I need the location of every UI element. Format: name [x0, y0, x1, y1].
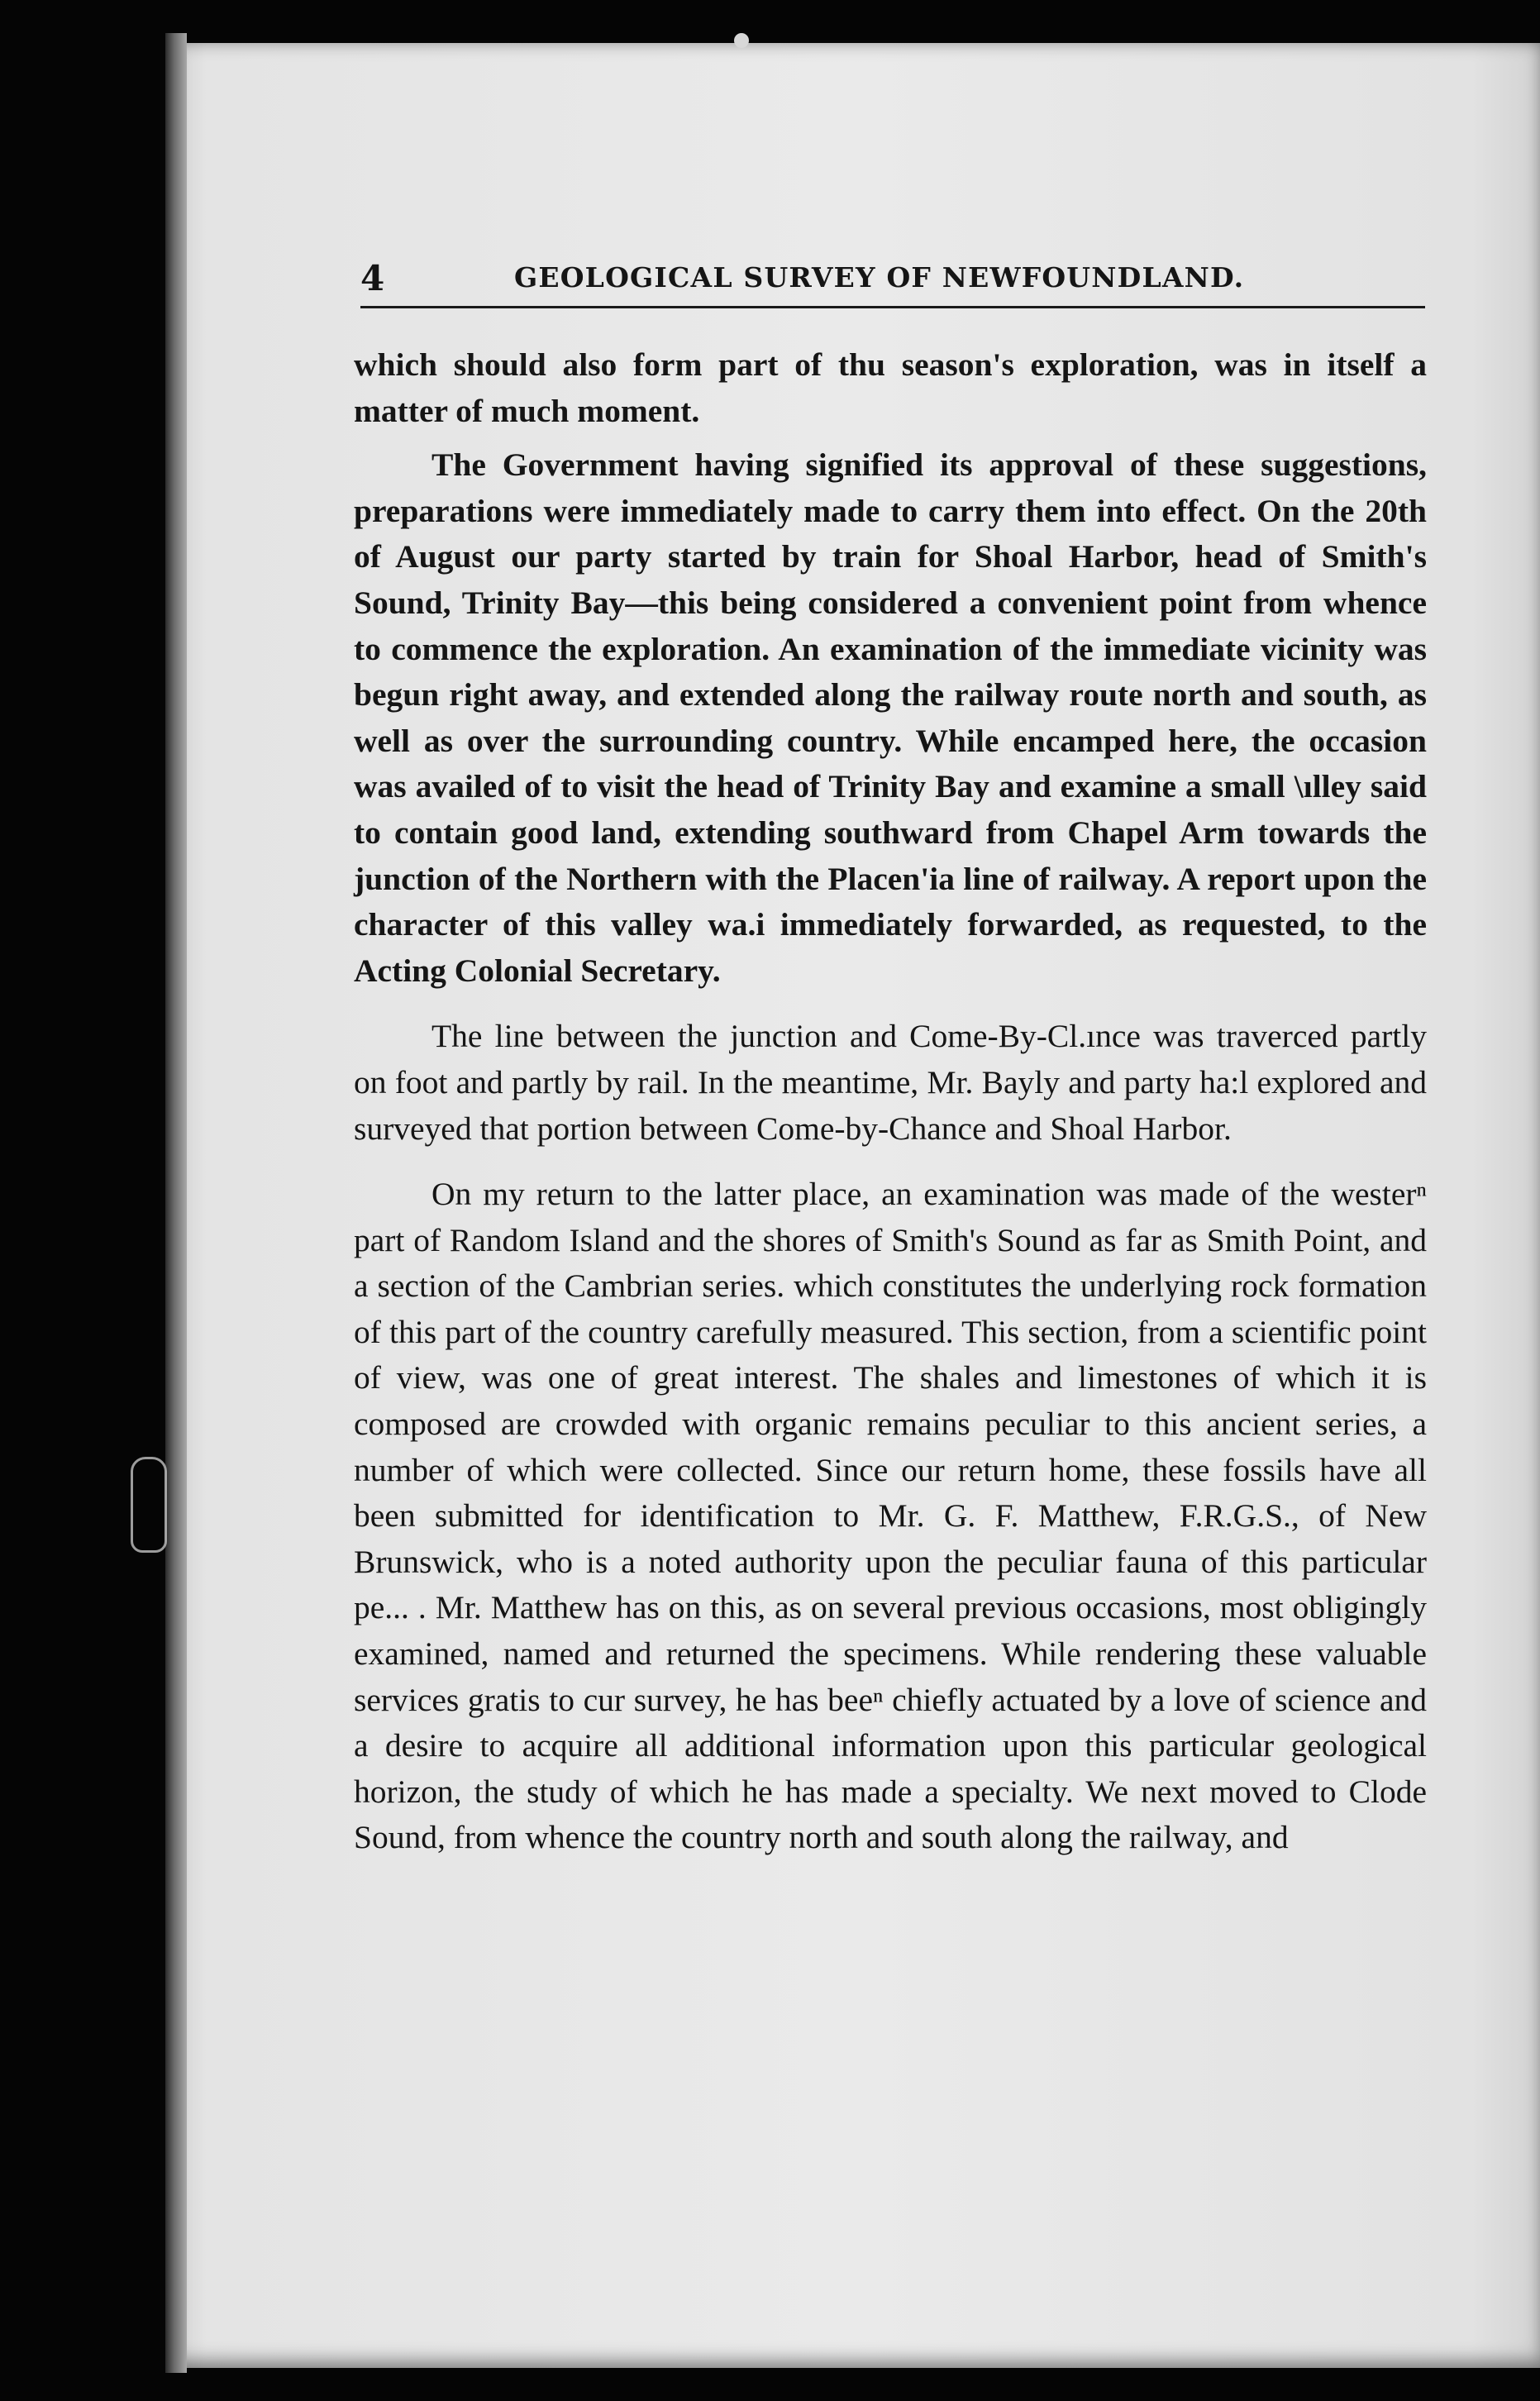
- paragraph-continuation: which should also form part of thu season's exploration, was in itself a matter of much moment.: [354, 346, 1427, 429]
- paragraph: The Government having signified its approval of these suggestions, preparations were immediately made to carry them into effect. On the 20th of August our party started by train for Shoal Harbor, head of Smith's Sound, Trinity Bay—this being considered a convenient point from whence to commence the exploration. An examination of the immediate vicinity was begun right away, and extended along the railway route north and south, as well as over the surrounding country. While encamped here, the occasion was availed of to visit the head of Trinity Bay and examine a small \ılley said to contain good land, extending southward from Chapel Arm towards the junction of the Northern with the Placen'ia line of railway. A report upon the character of this valley wa.i immediately forwarded, as requested, to the Acting Colonial Secretary.: [354, 446, 1427, 989]
- page-binding-edge: [165, 33, 187, 2373]
- paragraph: The line between the junction and Come-By-Cl.ınce was traverced partly on foot and partly by rail. In the meantime, Mr. Bayly and party ha:l explored and surveyed that portion between Come-by-Chance and Shoal Harbor.: [354, 1018, 1427, 1147]
- page-header: [360, 253, 1427, 303]
- body-text: [354, 342, 1427, 1861]
- header-rule: [360, 306, 1425, 308]
- binding-clip-mark: [131, 1457, 167, 1553]
- scan-speck: [734, 33, 749, 48]
- running-title: GEOLOGICAL SURVEY OF NEWFOUNDLAND.: [514, 261, 1245, 294]
- page-number: 4: [360, 258, 385, 298]
- paragraph: On my return to the latter place, an examination was made of the westerⁿ part of Random Island and the shores of Smith's Sound as far as Smith Point, and a section of the Cambrian series. which constitutes the underlying rock formation of this part of the country carefully measured. This section, from a scientific point of view, was one of great interest. The shales and limestones of which it is composed are crowded with organic remains peculiar to this ancient series, a number of which were collected. Since our return home, these fossils have all been submitted for identification to Mr. G. F. Matthew, F.R.G.S., of New Brunswick, who is a noted authority upon the peculiar fauna of this particular pe... . Mr. Matthew has on this, as on several previous occasions, most obligingly examined, named and returned the specimens. While rendering these valuable services gratis to cur survey, he has beeⁿ chiefly actuated by a love of science and a desire to acquire all additional information upon this particular geological horizon, the study of which he has made a specialty. We next moved to Clode Sound, from whence the country north and south along the railway, and: [354, 1176, 1427, 1856]
